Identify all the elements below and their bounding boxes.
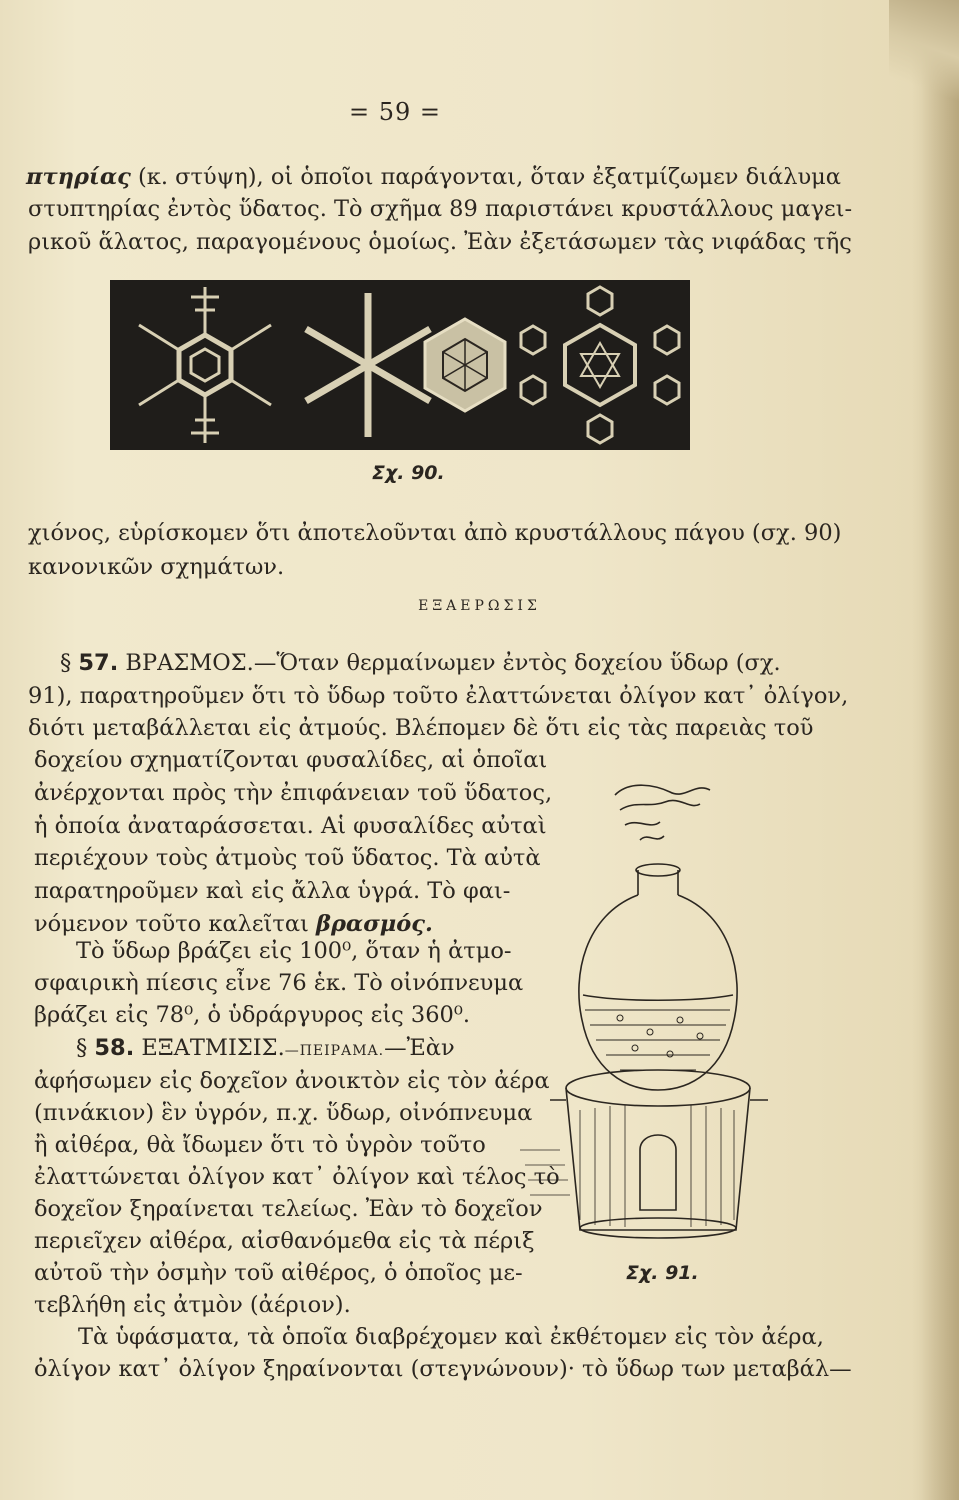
text-line-21: δοχεῖον ξηραίνεται τελείως. Ἐὰν τὸ δοχεῖον (34, 1196, 543, 1222)
text-line-19: ἢ αἰθέρα, θὰ ἴδωμεν ὅτι τὸ ὑγρὸν τοῦτο (34, 1132, 486, 1158)
text-line-26: ὀλίγον κατ᾽ ὀλίγον ξηραίνονται (στεγνώνουν)· τὸ ὕδωρ των μεταβάλ— (34, 1356, 852, 1382)
text-line-1 (26, 162, 841, 192)
section-title: ΕΞΑΤΜΙΣΙΣ. (141, 1035, 285, 1061)
text-line-5: κανονικῶν σχημάτων. (28, 554, 285, 580)
section-title: ΒΡΑΣΜΟΣ. (125, 650, 254, 676)
section-58-title-line (76, 1033, 455, 1066)
text-span: —Ὅταν θερμαίνωμεν ἐντὸς δοχείου ὕδωρ (σχ. (253, 650, 781, 676)
page-corner-fold (889, 0, 959, 120)
text-line-9: ἀνέρχονται πρὸς τὴν ἐπιφάνειαν τοῦ ὕδατος, (34, 780, 553, 806)
page-edge-shadow (911, 0, 959, 1500)
snowflake-figure (110, 280, 690, 450)
section-label: —ΠΕΙΡΑΜΑ. (284, 1043, 385, 1059)
text-line-23: αὐτοῦ τὴν ὀσμὴν τοῦ αἰθέρος, ὁ ὁποῖος με- (34, 1260, 523, 1286)
boiling-flask-figure (520, 770, 780, 1250)
text-line-20: ἐλαττώνεται ὀλίγον κατ᾽ ὀλίγον καὶ τέλος τὸ (34, 1164, 560, 1190)
text-line-2: στυπτηρίας ἐντὸς ὕδατος. Τὸ σχῆμα 89 παριστάνει κρυστάλλους μαγει- (28, 196, 853, 222)
text-line-13 (34, 909, 433, 939)
text-line-24: τεβλήθη εἰς ἀτμὸν (ἀέριον). (34, 1292, 351, 1318)
italic-term: βρασμός. (316, 911, 433, 937)
text-line-10: ἡ ὁποία ἀναταράσσεται. Αἱ φυσαλίδες αὐταὶ (34, 813, 547, 839)
section-57-title-line (60, 648, 781, 678)
text-line-4: χιόνος, εὑρίσκομεν ὅτι ἀποτελοῦνται ἀπὸ κρυστάλλους πάγου (σχ. 90) (28, 520, 842, 546)
text-line-16: βράζει εἰς 78⁰, ὁ ὑδράργυρος εἰς 360⁰. (34, 1002, 471, 1028)
section-symbol: § (60, 650, 72, 676)
text-line-12: παρατηροῦμεν καὶ εἰς ἄλλα ὑγρά. Τὸ φαι- (34, 878, 511, 904)
text-span: νόμενον τοῦτο καλεῖται (34, 911, 316, 937)
text-line-7: διότι μεταβάλλεται εἰς ἀτμούς. Βλέπομεν δὲ ὅτι εἰς τὰς παρειὰς τοῦ (28, 715, 814, 741)
text-line-22: περιεῖχεν αἰθέρα, αἰσθανόμεθα εἰς τὰ πέριξ (34, 1228, 535, 1254)
text-line-3: ρικοῦ ἅλατος, παραγομένους ὁμοίως. Ἐὰν ἐξετάσωμεν τὰς νιφάδας τῆς (28, 229, 852, 255)
figure-91-caption: Σχ. 91. (626, 1262, 699, 1284)
text-line-8: δοχείου σχηματίζονται φυσαλίδες, αἱ ὁποῖαι (34, 747, 548, 773)
text-line-25: Τὰ ὑφάσματα, τὰ ὁποῖα διαβρέχομεν καὶ ἐκθέτομεν εἰς τὸν ἀέρα, (78, 1324, 824, 1350)
section-number: 58. (94, 1035, 135, 1061)
text-line-14: Τὸ ὕδωρ βράζει εἰς 100⁰, ὅταν ἡ ἀτμο- (76, 938, 512, 964)
text-line-18: (πινάκιον) ἓν ὑγρόν, π.χ. ὕδωρ, οἰνόπνευμα (34, 1100, 533, 1126)
text-span: (κ. στύψη), οἱ ὁποῖοι παράγονται, ὅταν ἐξατμίζωμεν διάλυμα (130, 164, 841, 190)
text-line-17: ἀφήσωμεν εἰς δοχεῖον ἀνοικτὸν εἰς τὸν ἀέρα (34, 1068, 550, 1094)
page-number: = 59 = (348, 98, 441, 126)
figure-90-caption: Σχ. 90. (372, 462, 445, 484)
text-line-6: 91), παρατηροῦμεν ὅτι τὸ ὕδωρ τοῦτο ἐλαττώνεται ὀλίγον κατ᾽ ὀλίγον, (28, 683, 849, 709)
section-heading: ΕΞΑΕΡΩΣΙΣ (418, 598, 541, 614)
section-symbol: § (76, 1035, 88, 1061)
section-number: 57. (78, 650, 119, 676)
text-line-15: σφαιρικὴ πίεσις εἶνε 76 ἑκ. Τὸ οἰνόπνευμα (34, 970, 524, 996)
italic-term: πτηρίας (26, 164, 131, 190)
text-line-11: περιέχουν τοὺς ἀτμοὺς τοῦ ὕδατος. Τὰ αὐτὰ (34, 845, 541, 871)
text-span: —Ἐὰν (384, 1035, 455, 1061)
